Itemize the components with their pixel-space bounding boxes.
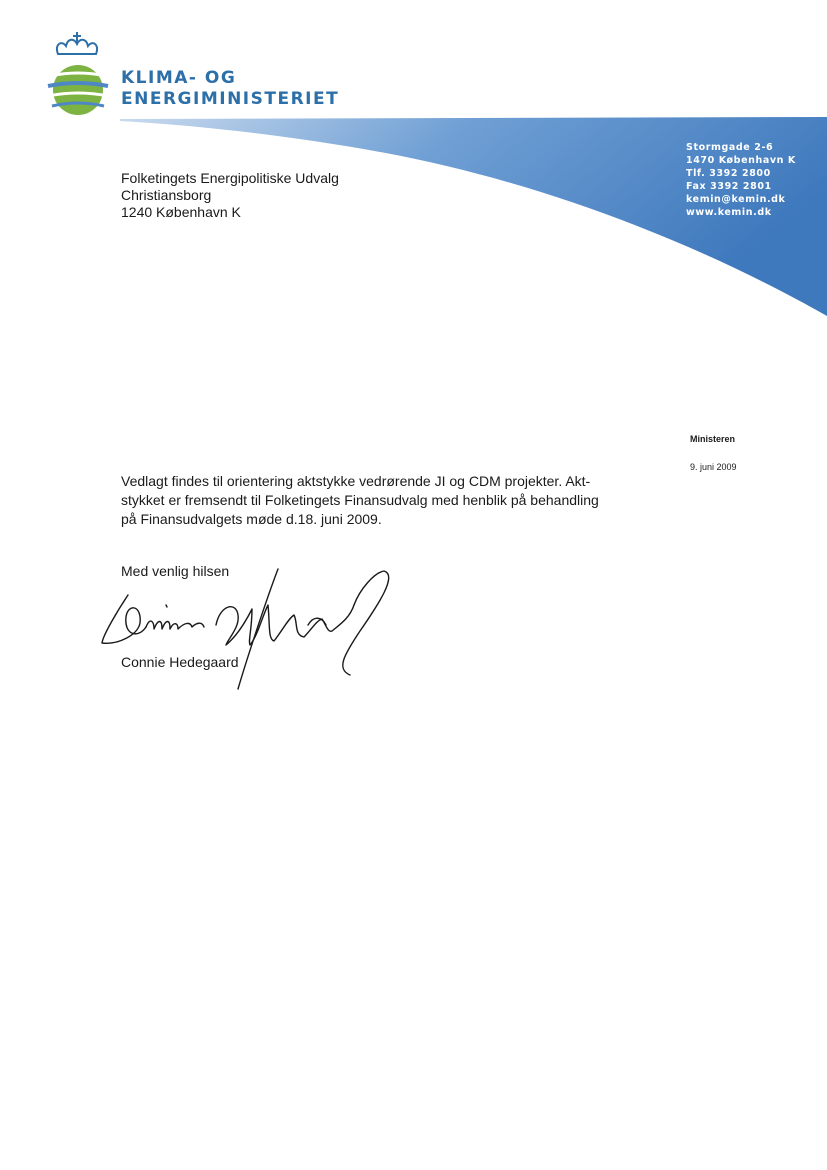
signer-name: Connie Hedegaard — [121, 654, 239, 670]
ministry-name-line2: ENERGIMINISTERIET — [121, 89, 340, 109]
recipient-line1: Folketingets Energipolitiske Udvalg — [121, 170, 339, 186]
crown-globe-logo — [44, 30, 110, 122]
recipient-line3: 1240 København K — [121, 204, 241, 220]
sender-label: Ministeren — [690, 434, 736, 444]
contact-email: kemin@kemin.dk — [686, 194, 786, 205]
contact-web: www.kemin.dk — [686, 207, 772, 218]
ministry-name — [121, 68, 339, 110]
closing-greeting: Med venlig hilsen — [121, 563, 230, 579]
letter-body — [121, 472, 641, 529]
contact-phone: Tlf. 3392 2800 — [686, 168, 771, 179]
contact-fax: Fax 3392 2801 — [686, 181, 772, 192]
contact-city: 1470 København K — [686, 155, 796, 166]
contact-block — [686, 141, 796, 219]
recipient-line2: Christiansborg — [121, 187, 212, 203]
handwritten-signature — [98, 565, 408, 690]
contact-street: Stormgade 2-6 — [686, 142, 774, 153]
body-line3: på Finansudvalgets møde d.18. juni 2009. — [121, 511, 382, 527]
body-line1: Vedlagt findes til orientering aktstykke vedrørende JI og CDM projekter. Akt- — [121, 473, 591, 489]
ministry-name-line1: KLIMA- OG — [121, 68, 237, 88]
body-line2: stykket er fremsendt til Folketingets Finansudvalg med henblik på behandling — [121, 492, 599, 508]
globe-icon — [48, 65, 108, 115]
letter-date: 9. juni 2009 — [690, 462, 737, 472]
crown-icon — [57, 32, 97, 54]
recipient-address — [121, 170, 339, 221]
